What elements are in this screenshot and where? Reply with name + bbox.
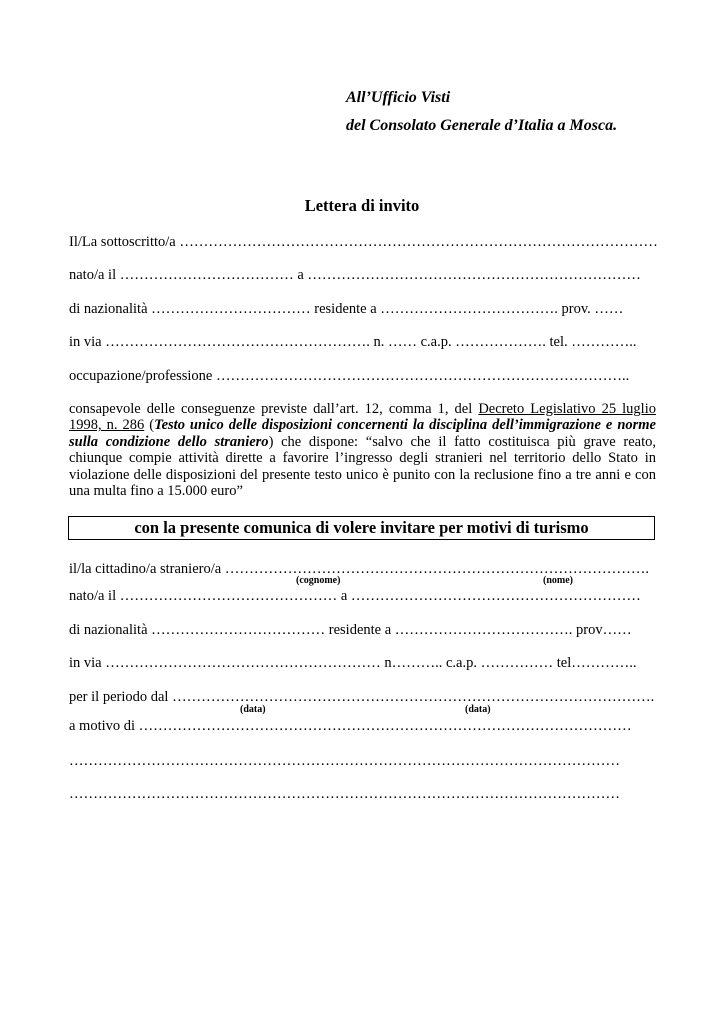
invitee-name-field[interactable]: il/la cittadino/a straniero/a ……………………………………………………………………………. [69,561,649,577]
reason-continuation-line-1[interactable]: …………………………………………………………………………………………………… [69,753,620,769]
declaration-text-2: ( [144,417,155,434]
addressee-consulate: del Consolato Generale d’Italia a Mosca. [346,117,618,134]
inviter-occupation-field[interactable]: occupazione/professione ………………………………………………………………………….. [69,368,630,384]
reason-continuation-line-2[interactable]: …………………………………………………………………………………………………… [69,786,620,802]
invitee-address-field[interactable]: in via ………………………………………………… n……….. c.a.p. …………… tel………….. [69,655,637,671]
start-date-label: (data) [240,704,266,715]
invitation-heading-box [68,516,655,540]
invitation-heading: con la presente comunica di volere invitare per motivi di turismo [134,518,589,537]
law-title: Testo unico delle disposizioni concernenti la disciplina dell’immigrazione e norme sulla condizione dello straniero [69,417,656,450]
inviter-birth-field[interactable]: nato/a il ……………………………… a …………………………………………………………… [69,267,641,283]
declaration-text-1: consapevole delle conseguenze previste dall’art. 12, comma 1, del [69,401,479,417]
invitee-nationality-field[interactable]: di nazionalità ……………………………… residente a ………………………………. prov…… [69,622,632,638]
end-date-label: (data) [465,704,491,715]
undersigned-field[interactable]: Il/La sottoscritto/a ……………………………………………………………………………………… [69,234,658,250]
period-field[interactable]: per il periodo dal ………………………………………………………………………………………. [69,689,655,705]
invitee-birth-field[interactable]: nato/a il ……………………………………… a …………………………………………………… [69,588,641,604]
inviter-address-field[interactable]: in via ………………………………………………. n. …… c.a.p. ………………. tel. ………….. [69,334,637,350]
document-title: Lettera di invito [304,196,420,215]
inviter-nationality-field[interactable]: di nazionalità …………………………… residente a ………………………………. prov. …… [69,301,624,317]
surname-label: (cognome) [296,575,341,586]
reason-field[interactable]: a motivo di ………………………………………………………………………………………… [69,718,632,734]
addressee-office: All’Ufficio Visti [346,89,451,106]
legal-declaration [69,401,656,499]
law-decree-link[interactable]: Decreto Legislativo 25 luglio 1998, n. 286 [69,401,656,434]
first-name-label: (nome) [543,575,573,586]
declaration-text-3: ) che dispone: “salvo che il fatto costituisca più grave reato, chiunque compie attività dirette a favorire l’ingresso degli stranieri nel territorio dello Stato in violazione delle disposizioni del presente testo unico è punito con la reclusione fino a tre anni e con una multa fino a 15.000 euro” [69,433,657,500]
